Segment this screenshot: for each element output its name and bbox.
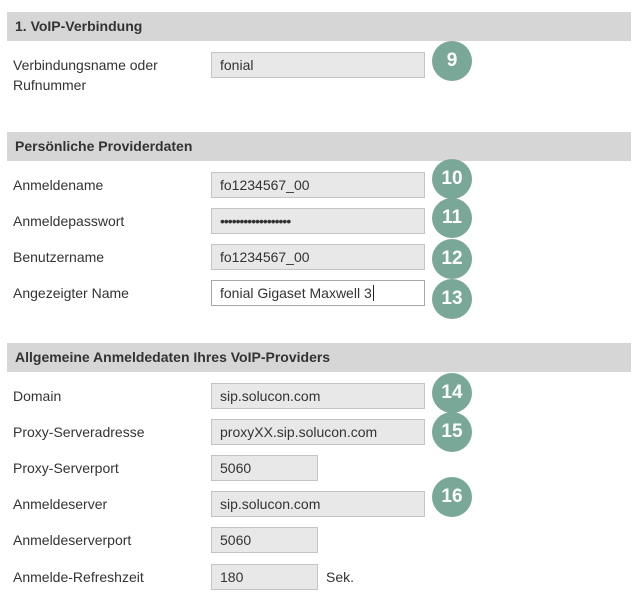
- section-header-provider-data: Persönliche Providerdaten: [7, 132, 631, 161]
- connection-name-input[interactable]: fonial: [211, 52, 425, 78]
- section-header-general-login: Allgemeine Anmeldedaten Ihres VoIP-Providers: [7, 343, 631, 372]
- login-server-port-label: Anmeldeserverport: [13, 532, 132, 548]
- domain-input[interactable]: sip.solucon.com: [211, 383, 425, 409]
- login-server-input[interactable]: sip.solucon.com: [211, 491, 425, 517]
- display-name-value: fonial Gigaset Maxwell 3: [220, 285, 372, 301]
- proxy-port-input[interactable]: 5060: [211, 455, 318, 481]
- connection-name-label-line2: Rufnummer: [13, 77, 87, 93]
- login-server-port-input[interactable]: 5060: [211, 527, 318, 553]
- refresh-time-unit: Sek.: [326, 569, 355, 585]
- login-password-label: Anmeldepasswort: [13, 213, 125, 229]
- login-name-label: Anmeldename: [13, 177, 104, 193]
- section-header-voip-connection: 1. VoIP-Verbindung: [7, 12, 631, 41]
- callout-badge-15: 15: [432, 412, 472, 452]
- login-password-input[interactable]: ••••••••••••••••••: [211, 208, 425, 234]
- text-cursor: [373, 285, 374, 301]
- display-name-label: Angezeigter Name: [13, 285, 129, 301]
- callout-badge-12: 12: [432, 239, 472, 279]
- username-input[interactable]: fo1234567_00: [211, 244, 425, 270]
- refresh-time-label: Anmelde-Refreshzeit: [13, 569, 144, 585]
- callout-badge-13: 13: [432, 279, 472, 319]
- callout-badge-10: 10: [432, 159, 472, 199]
- proxy-port-label: Proxy-Serverport: [13, 460, 119, 476]
- username-label: Benutzername: [13, 249, 105, 265]
- callout-badge-16: 16: [432, 477, 472, 517]
- callout-badge-9: 9: [432, 41, 472, 81]
- proxy-address-label: Proxy-Serveradresse: [13, 424, 145, 440]
- login-name-input[interactable]: fo1234567_00: [211, 172, 425, 198]
- display-name-input[interactable]: [211, 280, 425, 306]
- refresh-time-input[interactable]: 180: [211, 564, 318, 590]
- connection-name-label: [13, 55, 158, 95]
- proxy-address-input[interactable]: proxyXX.sip.solucon.com: [211, 419, 425, 445]
- connection-name-label-line1: Verbindungsname oder: [13, 57, 158, 73]
- callout-badge-11: 11: [432, 198, 472, 238]
- callout-badge-14: 14: [432, 373, 472, 413]
- domain-label: Domain: [13, 388, 62, 404]
- login-server-label: Anmeldeserver: [13, 496, 108, 512]
